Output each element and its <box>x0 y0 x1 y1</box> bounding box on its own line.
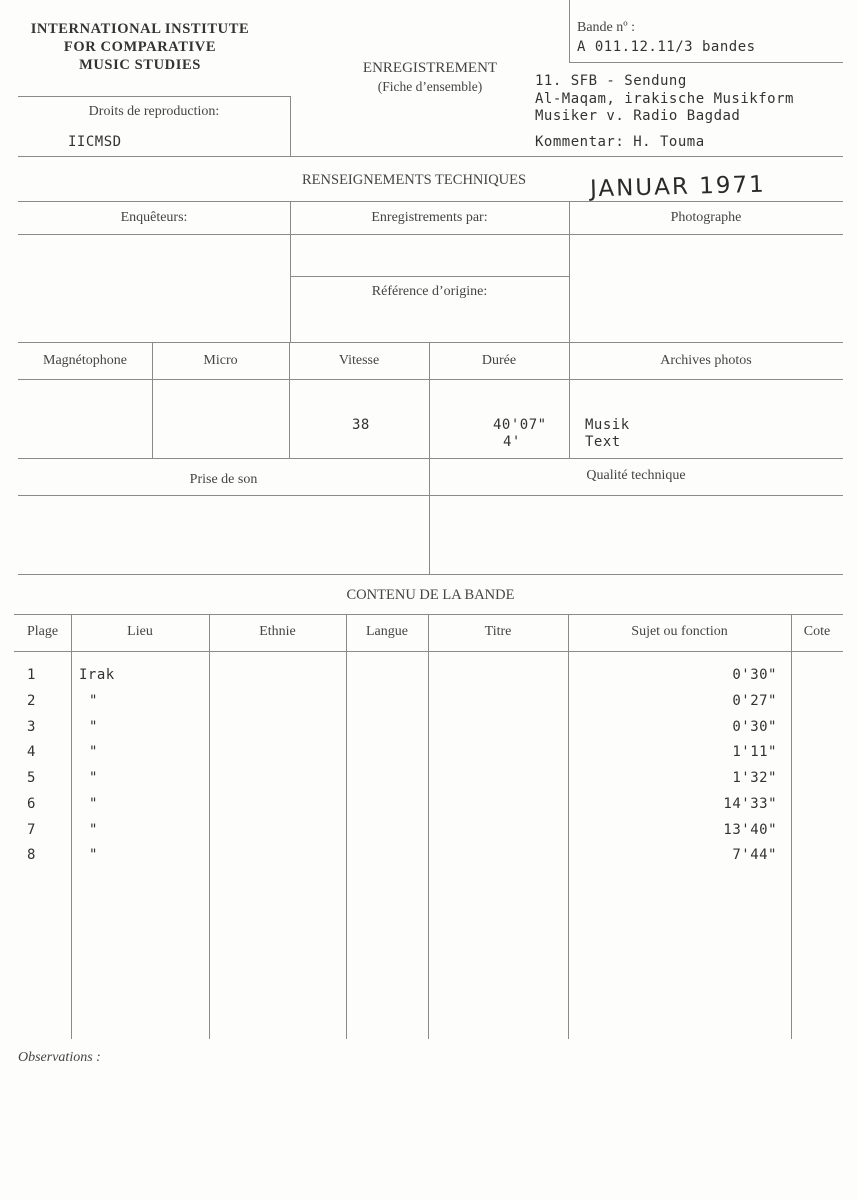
enqueteurs-label: Enquêteurs: <box>120 210 188 225</box>
header-plage: Plage <box>26 624 59 639</box>
enregistrement-title: ENREGISTREMENT <box>362 60 498 76</box>
table-row <box>0 667 857 693</box>
bande-label: Bande nº : <box>577 20 635 35</box>
prise-de-son-label: Prise de son <box>189 472 258 487</box>
table-row <box>0 719 857 745</box>
row-lieu: " <box>89 744 98 760</box>
duree-label: Durée <box>481 353 517 368</box>
table-row <box>0 744 857 770</box>
droits-label: Droits de reproduction: <box>88 104 220 119</box>
contenu-title: CONTENU DE LA BANDE <box>346 587 515 603</box>
institute-line-2: FOR COMPARATIVE <box>63 39 217 55</box>
table-row <box>0 770 857 796</box>
row-plage: 3 <box>27 719 36 735</box>
renseignements-title: RENSEIGNEMENTS TECHNIQUES <box>302 172 527 188</box>
header-cote: Cote <box>803 624 831 639</box>
header-titre: Titre <box>484 624 512 639</box>
reference-origine-label: Référence d’origine: <box>371 284 488 299</box>
micro-label: Micro <box>203 353 238 368</box>
vitesse-value: 38 <box>352 417 370 433</box>
row-plage: 2 <box>27 693 36 709</box>
row-time: 1'11" <box>732 744 777 760</box>
row-time: 0'27" <box>732 693 777 709</box>
row-plage: 7 <box>27 822 36 838</box>
institute-line-1: INTERNATIONAL INSTITUTE <box>30 21 250 37</box>
institute-name <box>10 20 270 74</box>
row-time: 13'40" <box>723 822 777 838</box>
row-lieu: " <box>89 693 98 709</box>
row-time: 7'44" <box>732 847 777 863</box>
row-plage: 1 <box>27 667 36 683</box>
row-lieu: " <box>89 770 98 786</box>
row-time: 14'33" <box>723 796 777 812</box>
row-lieu: " <box>89 847 98 863</box>
enregistrements-par-label: Enregistrements par: <box>371 210 488 225</box>
description-line-4: Kommentar: H. Touma <box>535 134 705 150</box>
droits-value: IICMSD <box>68 134 122 150</box>
row-plage: 6 <box>27 796 36 812</box>
table-row <box>0 796 857 822</box>
description-line-2: Al-Maqam, irakische Musikform <box>535 91 794 107</box>
table-row <box>0 822 857 848</box>
row-plage: 8 <box>27 847 36 863</box>
archives-value-1: Musik <box>585 417 630 433</box>
row-lieu: Irak <box>79 667 115 683</box>
row-time: 0'30" <box>732 667 777 683</box>
row-plage: 4 <box>27 744 36 760</box>
description-line-1: 11. SFB - Sendung <box>535 73 687 89</box>
observations-label: Observations : <box>18 1050 101 1065</box>
qualite-technique-label: Qualité technique <box>586 468 686 483</box>
vitesse-label: Vitesse <box>338 353 380 368</box>
header-langue: Langue <box>366 624 408 639</box>
header-sujet-ou-fonction: Sujet ou fonction <box>631 624 728 639</box>
photographe-label: Photographe <box>670 210 742 225</box>
row-time: 0'30" <box>732 719 777 735</box>
duree-value-1: 40'07" <box>493 417 547 433</box>
header-lieu: Lieu <box>127 624 153 639</box>
handwritten-date: JANUAR 1971 <box>589 171 767 203</box>
archives-photos-label: Archives photos <box>660 353 752 368</box>
table-row <box>0 693 857 719</box>
row-time: 1'32" <box>732 770 777 786</box>
row-plage: 5 <box>27 770 36 786</box>
bande-number: A 011.12.11/3 bandes <box>577 39 756 55</box>
table-row <box>0 847 857 873</box>
duree-value-2: 4' <box>503 434 521 450</box>
header-ethnie: Ethnie <box>259 624 296 639</box>
description-line-3: Musiker v. Radio Bagdad <box>535 108 741 124</box>
magnetophone-label: Magnétophone <box>43 353 127 368</box>
archives-value-2: Text <box>585 434 621 450</box>
row-lieu: " <box>89 719 98 735</box>
institute-line-3: MUSIC STUDIES <box>79 57 201 73</box>
enregistrement-subtitle: (Fiche d’ensemble) <box>377 79 483 94</box>
row-lieu: " <box>89 796 98 812</box>
row-lieu: " <box>89 822 98 838</box>
